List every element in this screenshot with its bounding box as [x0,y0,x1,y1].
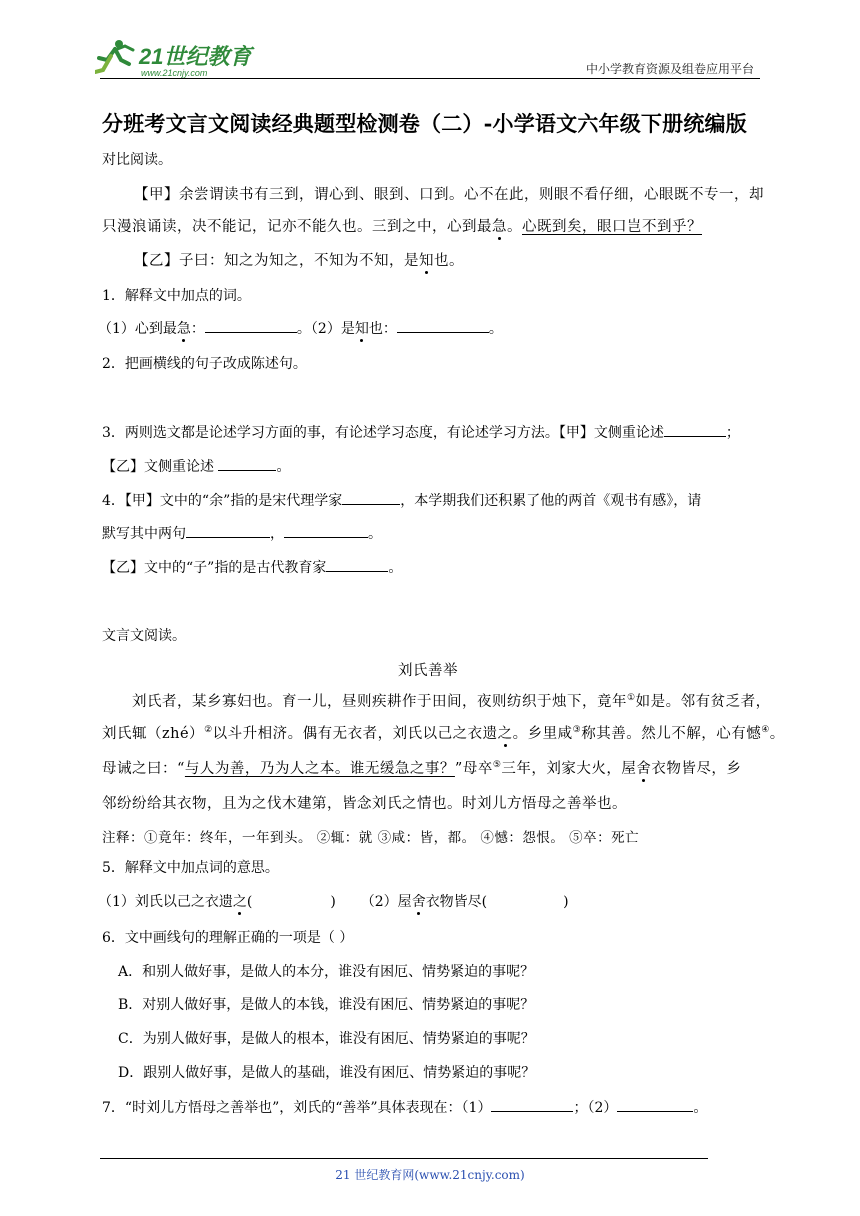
question-2: 2．把画横线的句子改成陈述句。 [102,356,307,372]
platform-name: 中小学教育资源及组卷应用平台 [585,62,754,76]
question-4-line-3: 【乙】文中的“子”指的是古代教育家 。 [102,557,402,578]
question-4-line-2: 默写其中两句 ， 。 [102,523,382,544]
passage-line-2: 刘氏辄（zhé）②以斗升相济。偶有无衣者，刘氏以己之衣遗之。乡里咸③称其善。然儿不解，心有憾④。 [102,725,785,742]
header-rule [100,78,760,79]
section1-heading: 对比阅读。 [102,152,172,168]
footer-text: 21 世纪教育网(www.21cnjy.com) [335,1168,525,1182]
question-6: 6．文中画线句的理解正确的一项是（ ） [102,930,354,946]
answer-blank[interactable] [664,422,726,437]
footer-rule [100,1158,708,1159]
answer-blank[interactable] [342,490,400,505]
question-4-line-1: 4．【甲】文中的“余”指的是宋代理学家 ，本学期我们还积累了他的两首《观书有感》，请 [102,490,701,511]
dotted-char: 急 [492,219,507,235]
question-3-line-2: 【乙】文侧重论述 。 [102,456,290,477]
answer-blank[interactable] [186,523,270,538]
dotted-char: 之 [497,726,513,742]
dotted-char: 舍 [636,761,652,777]
question-5: 5．解释文中加点词的意思。 [102,860,279,876]
question-5-items: （1）刘氏以己之衣遗之( ) （2）屋舍衣物皆尽( ) [98,894,569,910]
jia-line-2: 只漫浪诵读，决不能记，记亦不能久也。三到之中，心到最急。心既到矣，眼口岂不到乎？ [102,219,702,235]
section2-heading: 文言文阅读。 [102,628,186,644]
passage-line-4: 邻纷纷给其衣物，且为之伐木建第，皆念刘氏之情也。时刘儿方悟母之善举也。 [102,796,627,812]
dotted-char: 知 [419,253,434,269]
option-c[interactable]: C．为别人做好事，是做人的根本，谁没有困厄、情势紧迫的事呢？ [118,1031,535,1047]
svg-text:21世纪教育: 21世纪教育 [139,44,252,69]
option-b[interactable]: B．对别人做好事，是做人的本钱，谁没有困厄、情势紧迫的事呢？ [118,997,535,1013]
passage-line-3: 母诫之曰：“与人为善，乃为人之本。谁无缓急之事？”母卒⑤三年，刘家大火，屋舍衣物皆尽，乡 [102,760,742,777]
question-3-line-1: 3．两则选文都是论述学习方面的事，有论述学习态度，有论述学习方法。【甲】文侧重论述 ； [102,422,740,443]
page-title: 分班考文言文阅读经典题型检测卷（二）-小学语文六年级下册统编版 [102,111,747,136]
site-logo [95,38,255,80]
passage-line-1: 刘氏者，某乡寡妇也。育一儿，昼则疾耕作于田间，夜则纺织于烛下，竟年①如是。邻有贫乏者， [132,693,771,710]
yi-line: 【乙】子曰：知之为知之，不知为不知，是知也。 [134,253,464,269]
answer-blank[interactable] [617,1097,693,1112]
passage-title: 刘氏善举 [398,663,458,679]
answer-blank[interactable] [205,318,297,333]
answer-blank[interactable] [326,557,388,572]
runner-icon [95,40,133,72]
footnotes: 注释：①竟年：终年，一年到头。 ②辄：就 ③咸：皆，都。 ④憾：怨恨。 ⑤卒：死亡 [102,830,640,846]
option-d[interactable]: D．跟别人做好事，是做人的基础，谁没有困厄、情势紧迫的事呢？ [118,1065,536,1081]
question-1-items: （1）心到最急： 。（2）是知也： 。 [98,318,503,339]
answer-blank[interactable] [218,456,276,471]
question-7: 7．“时刘儿方悟母之善举也”，刘氏的“善举”具体表现在：（1） ；（2） 。 [102,1097,707,1118]
question-1: 1．解释文中加点的词。 [102,288,251,304]
underlined-sentence: 心既到矣，眼口岂不到乎？ [522,219,702,235]
jia-line-1: 【甲】余尝谓读书有三到，谓心到、眼到、口到。心不在此，则眼不看仔细，心眼既不专一，却 [134,187,764,203]
answer-blank[interactable] [397,318,489,333]
svg-text:www.21cnjy.com: www.21cnjy.com [141,68,208,78]
answer-blank[interactable] [284,523,368,538]
option-a[interactable]: A．和别人做好事，是做人的本分，谁没有困厄、情势紧迫的事呢？ [118,964,535,980]
answer-blank[interactable] [491,1097,573,1112]
underlined-sentence: 与人为善，乃为人之本。谁无缓急之事？ [184,761,455,777]
